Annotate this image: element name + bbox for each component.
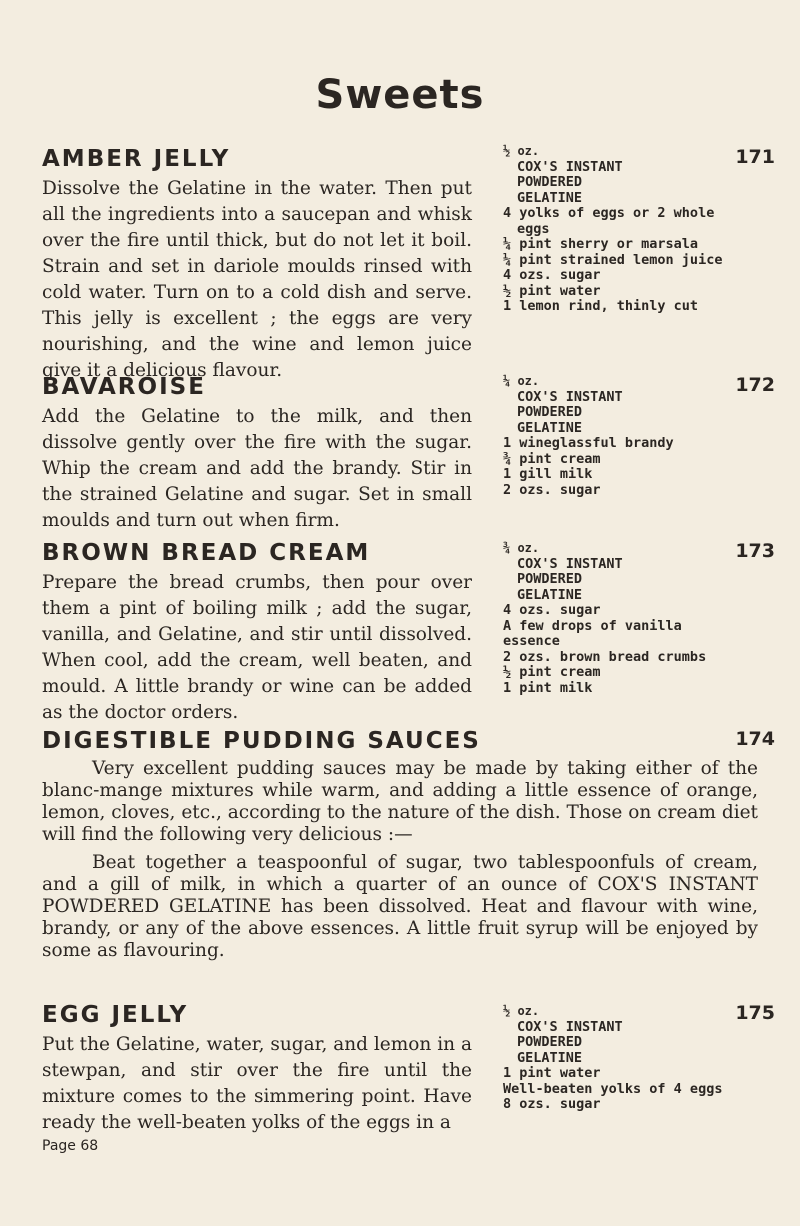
recipe-title-brown-bread-cream: BROWN BREAD CREAM: [42, 540, 371, 566]
product-name-line: COX'S INSTANT: [517, 388, 623, 405]
recipe-body-bavaroise: Add the Gelatine to the milk, and then dissolve gently over the fire with the sugar. Whip the cream and add the brandy. Stir in the strained Gelatine and sugar. Set in small moulds and turn out when firm.: [42, 406, 472, 531]
gelatine-quantity: ¾ oz.: [503, 541, 540, 555]
product-name-line: POWDERED: [517, 174, 583, 190]
ingredient-line: 4 ozs. sugar: [503, 602, 601, 618]
ingredient-line: 8 ozs. sugar: [503, 1096, 601, 1112]
recipe-title-bavaroise: BAVAROISE: [42, 374, 206, 400]
recipe-number-174: 174: [735, 728, 775, 750]
sauces-paragraph-2: Beat together a teaspoonful of sugar, two tablespoonfuls of cream, and a gill of milk, in which a quarter of an ounce of COX'S INSTANT POWDERED GELATINE has been dissolved. Heat and flavour with wine, brandy, or any of the above essences. A little fruit syrup will be enjoyed by some as flavouring.: [42, 852, 758, 961]
page-title: Sweets: [315, 72, 485, 118]
ingredient-line: ¾ pint cream: [503, 450, 601, 467]
ingredient-line: 4 yolks of eggs or 2 whole: [503, 205, 715, 221]
page-number: Page 68: [42, 1138, 99, 1154]
recipe-number-175: 175: [735, 1002, 775, 1024]
product-name-line: COX'S INSTANT: [517, 158, 623, 175]
ingredients-amber-jelly: [503, 144, 733, 315]
recipe-title-amber-jelly: AMBER JELLY: [42, 146, 231, 172]
sauces-paragraph-1: Very excellent pudding sauces may be made by taking either of the blanc-mange mixtures while warm, and adding a little essence of orange, lemon, cloves, etc., according to the nature of the dish. Those on cream diet will find the following very delicious :—: [42, 758, 758, 845]
ingredient-line: Well-beaten yolks of 4 eggs: [503, 1080, 723, 1097]
recipe-body-amber-jelly: Dissolve the Gelatine in the water. Then put all the ingredients into a saucepan and whisk over the fire until thick, but do not let it boil. Strain and set in dariole moulds rinsed with cold water. Turn on to a cold dish and serve. This jelly is excellent ; the eggs are very nourishing, and the wine and lemon juice give it a delicious flavour.: [42, 178, 472, 381]
ingredients-brown-bread-cream: [503, 541, 733, 696]
recipe-body-egg-jelly: Put the Gelatine, water, sugar, and lemon in a stewpan, and stir over the fire until the mixture comes to the simmering point. Have ready the well-beaten yolks of the eggs in a: [42, 1034, 472, 1133]
gelatine-quantity: ½ oz.: [503, 1004, 540, 1018]
ingredient-line: 1 gill milk: [503, 466, 593, 482]
gelatine-quantity: ¼ oz.: [503, 374, 540, 388]
product-name-line: GELATINE: [517, 189, 583, 206]
ingredient-line: eggs: [517, 220, 550, 237]
ingredient-line: 1 pint water: [503, 1065, 601, 1081]
ingredient-line: 1 pint milk: [503, 679, 593, 696]
recipe-number-171: 171: [735, 146, 775, 168]
gelatine-quantity: ½ oz.: [503, 144, 540, 158]
ingredient-line: 1 wineglassful brandy: [503, 435, 674, 451]
ingredient-line: ½ pint cream: [503, 664, 601, 680]
ingredient-line: 1 lemon rind, thinly cut: [503, 298, 699, 314]
ingredients-egg-jelly: [503, 1004, 733, 1113]
section-title-pudding-sauces: DIGESTIBLE PUDDING SAUCES: [42, 728, 481, 754]
recipe-body-brown-bread-cream: Prepare the bread crumbs, then pour over them a pint of boiling milk ; add the sugar, vanilla, and Gelatine, and stir until dissolved. When cool, add the cream, well beaten, and mould. A little brandy or wine can be added as the doctor orders.: [42, 572, 472, 723]
ingredient-line: A few drops of vanilla essence: [503, 617, 682, 649]
product-name-line: POWDERED: [517, 1034, 583, 1050]
product-name-line: COX'S INSTANT: [517, 1018, 623, 1035]
product-name-line: POWDERED: [517, 571, 583, 587]
ingredient-line: 2 ozs. brown bread crumbs: [503, 648, 707, 665]
product-name-line: GELATINE: [517, 586, 583, 603]
ingredient-line: ½ pint water: [503, 282, 601, 299]
recipe-number-173: 173: [735, 540, 775, 562]
ingredient-line: ¼ pint sherry or marsala: [503, 236, 699, 252]
ingredient-line: 2 ozs. sugar: [503, 481, 601, 498]
recipe-title-egg-jelly: EGG JELLY: [42, 1002, 189, 1028]
recipe-number-172: 172: [735, 374, 775, 396]
product-name-line: GELATINE: [517, 419, 583, 436]
product-name-line: COX'S INSTANT: [517, 555, 623, 572]
ingredient-line: ¼ pint strained lemon juice: [503, 251, 723, 268]
product-name-line: POWDERED: [517, 404, 583, 420]
ingredients-bavaroise: [503, 374, 733, 498]
ingredient-line: 4 ozs. sugar: [503, 267, 601, 283]
product-name-line: GELATINE: [517, 1049, 583, 1066]
